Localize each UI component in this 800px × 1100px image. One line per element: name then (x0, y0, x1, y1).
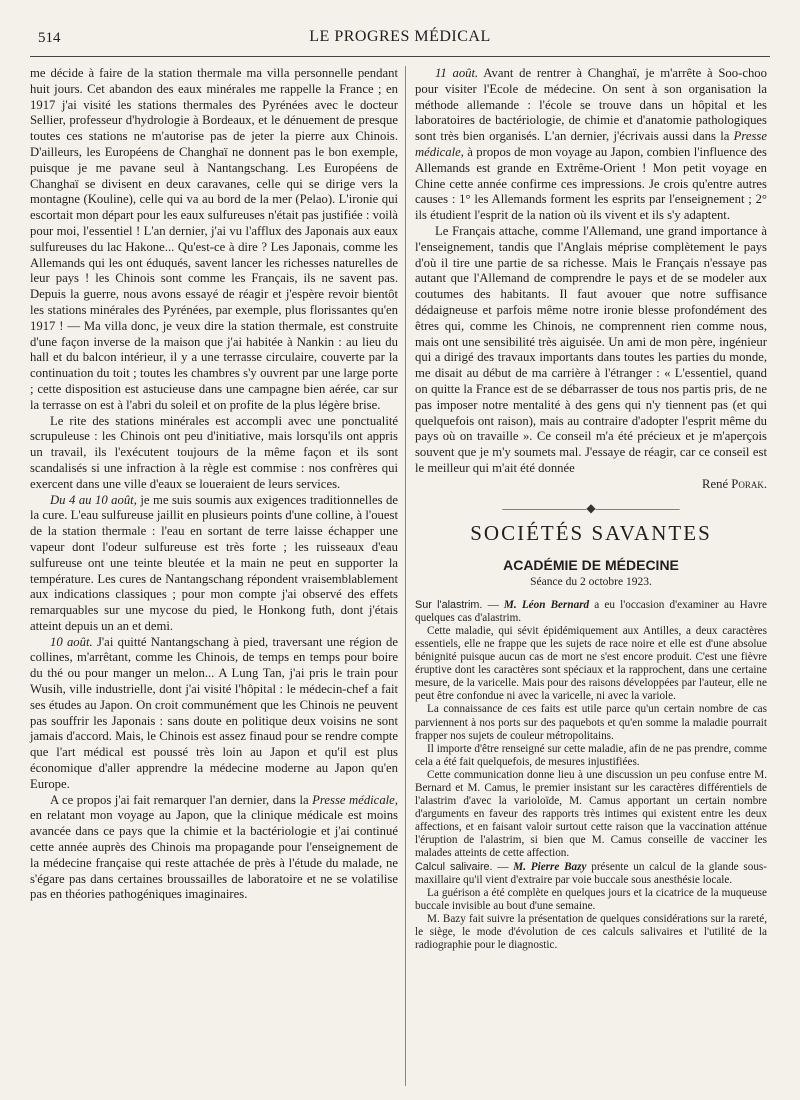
paragraph: Il importe d'être renseigné sur cette maladie, afin de ne pas prendre, comme cela a été fait quelquefois, de mesures injustifiées. (415, 742, 767, 768)
academy-title: ACADÉMIE DE MÉDECINE (503, 557, 679, 574)
paragraph-soochoo: 11 août. Avant de rentrer à Changhaï, je m'arrête à Soo-choo pour visiter l'Ecole de médecine. On sent à son organisation la méthode allemande : l'école se trouve dans un hôpital et les laboratoires de bactériologie, de chimie et d'anatomie pathologiques sont très bien organisés. L'an dernier, j'écrivais aussi dans la Presse médicale, à propos de mon voyage au Japon, combien l'influence des Allemands est grande en Extrême-Orient ! Mon petit voyage en Chine cette année confirme ces impressions. Je crois qu'entre autres causes : 1° les Allemands forment les esprits par l'enseignement ; 2° ils étudient l'esprit de la nation où ils vivent et ils s'y adaptent. (415, 66, 767, 223)
header-rule (30, 56, 770, 57)
date-label: 11 août. (435, 66, 479, 80)
page-header (30, 28, 770, 50)
paragraph: La guérison a été complète en quelques jours et la cicatrice de la muqueuse buccale invisible au bout d'une semaine. (415, 886, 767, 912)
right-column (415, 66, 767, 952)
item-alastrim: Sur l'alastrim. — M. Léon Bernard a eu l'occasion d'examiner au Havre quelques cas d'alastrim. (415, 598, 767, 624)
paragraph-villa: me décide à faire de la station thermale ma villa personnelle pendant huit jours. Cet abandon des eaux minérales me rappelle la France ; en 1917 j'ai visité les stations thermales des Pyrénées avec le docteur Sellier, professeur d'hydrologie à Bordeaux, et le dénuement de presque toutes ces stations ne m'autorise pas de jeter la pierre aux Chinois. D'ailleurs, les Européens de Changhaï ne donnent pas le bon exemple, puisque je me pavane seul à Nantangschang. Les Européens de Changhaï se divisent en deux caravanes, celle qui se dirige vers la montagne (Kouline), celle qui va au bord de la mer (Pelao). L'ironie qui escortait mon départ pour les eaux sulfureuses n'était pas justifiée : voilà pour moi, l'essentiel ! L'an dernier, j'ai vu l'afflux des Japonais aux eaux sulfureuses du lac Hakone... Qu'est-ce à dire ? Les Japonais, comme les Allemands qui les ont éduqués, savent lancer les richesses naturelles de leur pays ! les Chinois sont comme les Français, ils ne savent pas. Depuis la guerre, nous avons essayé de réagir et j'espère revoir bientôt les stations minérales des Pyrénées, par exemple, plus florissantes qu'en 1917 ! — Ma villa donc, je veux dire la station thermale, est construite d'une façon inverse de la maison que j'ai habitée à Nankin : au lieu du hall et du balcon intérieur, il y a une terrasse circulaire, couverte par la continuation du toit ; toutes les chambres s'y ouvrent par une large porte ; cette disposition est astucieuse dans une campagne bien aérée, car sur la terrasse on est à l'abri du soleil et on profite de la plus légère brise. (30, 66, 398, 412)
paragraph-cure: Du 4 au 10 août, je me suis soumis aux exigences traditionnelles de la cure. L'eau sulfureuse jaillit en plusieurs points d'une colline, à l'ouest de la station thermale : l'eau en sortant de terre laisse échapper une vapeur dont l'odeur sulfureuse est très forte ; les ruisseaux d'eau sulfureuse ont une teinte bleutée et la main ne peut en supporter la température. Les cures de Nantangschang répondent vraisemblablement aux indications classiques ; pour mon compte j'ai observé des effets remarquables sur une mycose du pied, le Honkong futh, dont j'étais atteint depuis un an et demi. (30, 492, 398, 633)
journal-title: LE PROGRES MÉDICAL (309, 28, 491, 45)
paragraph: Cette communication donne lieu à une discussion un peu confuse entre M. Bernard et M. Camus, le premier insistant sur les caractères différentiels de l'alastrim d'avec la varioloïde, M. Camus apportant un certain nombre d'arguments en faveur des rapports très intimes qui existent entre les deux affections, et en faisant valoir surtout cette raison que la vaccination atténue l'éruption de l'alastrim, si bien que M. Camus conseille de vacciner les malades atteints de cette affection. (415, 768, 767, 860)
date-label: 10 août. (50, 634, 93, 649)
paragraph: La connaissance de ces faits est utile parce qu'un certain nombre de cas parviennent à nos ports sur des paquebots et qu'en somme la maladie pourrait frapper nos sujets de couleur métropolitains. (415, 703, 767, 742)
journal-reference: Presse médicale (415, 129, 767, 159)
item-calcul: Calcul salivaire. — M. Pierre Bazy présente un calcul de la glande sous-maxillaire qu'il vient d'extraire par voie buccale sous anesthésie locale. (415, 860, 768, 886)
paragraph-francais: Le Français attache, comme l'Allemand, une grand importance à l'enseignement, tandis que l'Anglais méprise complètement le pays d'où il tire une partie de sa richesse. Mais le Français n'essaye pas autant que l'Allemand de comprendre le pays et de se modeler aux coutumes des habitants. Il faut avouer que notre suffisance dédaigneuse et parfois même notre ironie blesse profondément des êtres qui, comme les Chinois, ne comprennent rien comme nous, mais ont une sensibilité très aiguisée. Un ami de mon père, ingénieur qui a dirigé des travaux importants dans toutes les parties du monde, me disait au début de ma carrière à l'étranger : « L'essentiel, quand on quitte la France est de se débarrasser de tous nos partis pris, de ne pas imposer notre mentalité à des gens qui n'y tiennent pas (et qui quelquefois ont raison), mais au contraire d'adopter l'esprit même du pays où on travaille ». Ce conseil m'a été précieux et je m'aperçois souvent que je m'y soumets mal. J'essaye de réagir, car ce conseil est le meilleur qui m'ait été donnée (415, 223, 767, 475)
paragraph-propagande: A ce propos j'ai fait remarquer l'an dernier, dans la Presse médicale, en relatant mon voyage au Japon, que la clinique médicale est moins avancée dans ce pays que la chimie et la bactériologie et j'ai continué cette année auprès des Chinois ma propagande pour l'enseignement de la médecine française qui reste attachée de près à l'étude du malade, ne s'égare pas dans certaines broussailles de laboratoire et ne se volatilise pas en théories pathogéniques imaginaires. (30, 792, 398, 902)
left-column (30, 66, 398, 903)
author-signature: René Porak. (702, 476, 767, 491)
section-ornament: ———————◆——————— (502, 500, 680, 515)
date-label: Du 4 au 10 août, (50, 492, 137, 507)
journal-reference: Presse médicale (312, 792, 395, 807)
paragraph-rite: Le rite des stations minérales est accompli avec une ponctualité scrupuleuse : les Chinois ont peu d'initiative, mais lorsqu'ils ont appris un travail, ils l'exécutent toujours de la même façon et ils sont scandalisés si une infraction à la règle est commise : nos confrères qui exercent dans une ville d'eaux se loueraient de leurs services. (30, 413, 398, 491)
proceedings (415, 599, 767, 953)
paragraph: M. Bazy fait suivre la présentation de quelques considérations sur la rareté, le siège, le mode d'évolution de ces calculs salivaires et l'utilité de la radiographie pour le diagnostic. (415, 912, 767, 952)
seance-date: Séance du 2 octobre 1923. (530, 575, 652, 588)
column-divider (405, 66, 406, 1086)
section-title: SOCIÉTÉS SAVANTES (470, 521, 712, 546)
paragraph-wusih: 10 août. J'ai quitté Nantangschang à pied, traversant une région de collines, m'arrêtant, comme les Chinois, de temps en temps pour boire du thé ou pour manger un melon... A Lung Tan, j'ai pris le train pour Wusih, ville industrielle, dont j'ai visité l'hôpital : le médecin-chef a fait ses études au Japon. On croit communément que les Chinois ne peuvent pas souffrir les Japonais : sans doute en politique deux voisins ne sont jamais d'accord. Mais, le Chinois est assez finaud pour se rendre compte que l'art médical est poussé très loin au Japon et qu'il est plus économique d'aller apprendre la médecine moderne au Japon qu'en Europe. (30, 634, 398, 791)
paragraph: Cette maladie, qui sévit épidémiquement aux Antilles, a deux caractères essentiels, elle ne frappe que les sujets de race noire et elle est d'une absolue bénignité puisque aucun cas de mort ne s'est encore produit. C'est une fièvre éruptive dont les caractères sont spéciaux et la rapprochent, dans une certaine mesure, de la varicelle. Mais pour des raisons développées par l'auteur, elle ne peut être confondue ni avec la varicelle, ni avec la variole. (415, 624, 767, 703)
page-number: 514 (38, 30, 61, 46)
